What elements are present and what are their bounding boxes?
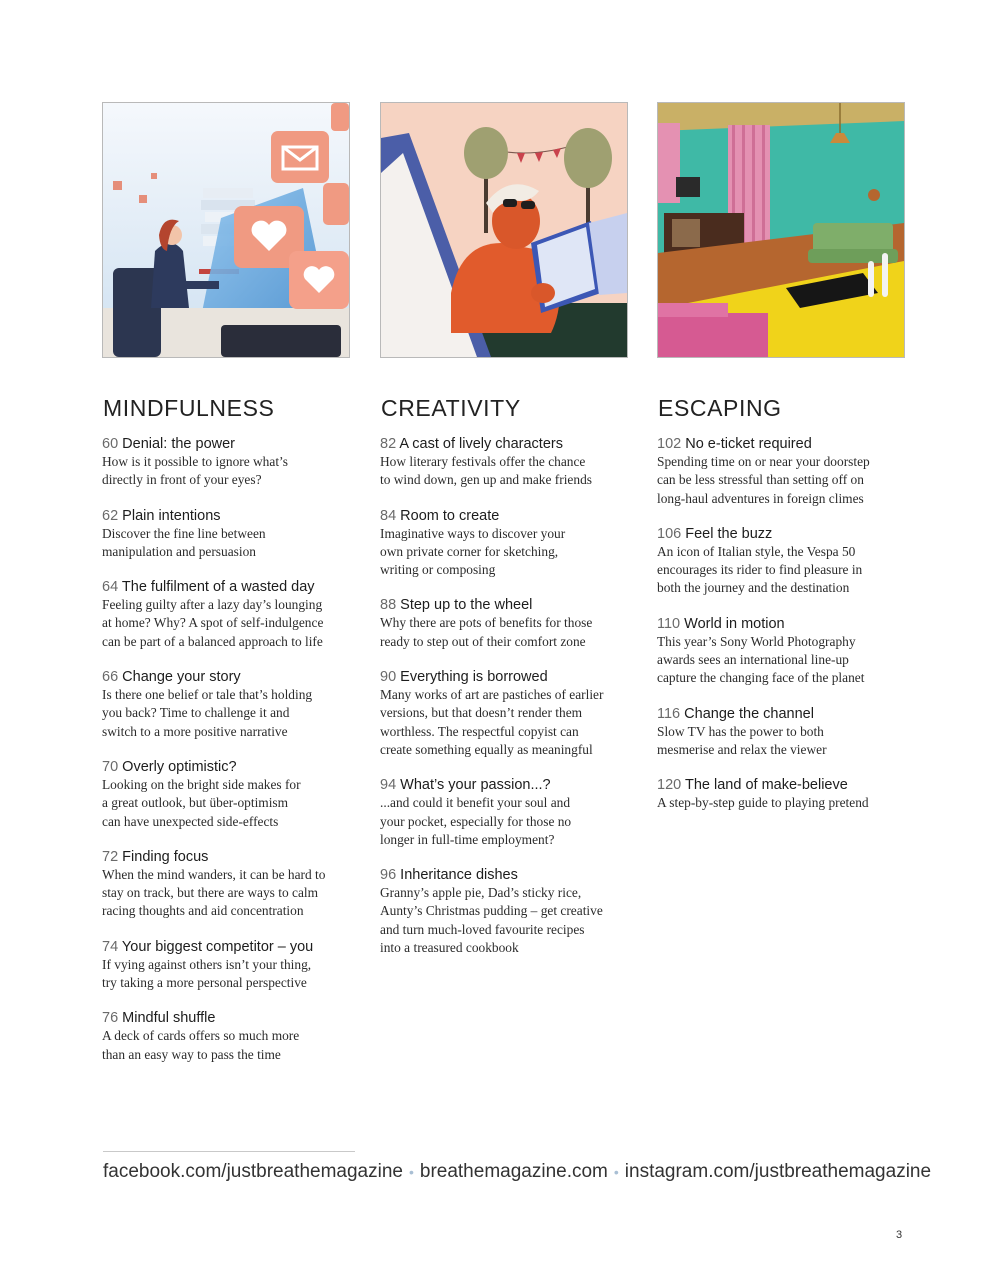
list-item	[102, 578, 350, 651]
entry-description: Discover the fine line between manipulation and persuasion	[102, 525, 266, 559]
page-number: 120	[657, 777, 682, 794]
entry-heading	[380, 596, 628, 614]
section-creativity	[380, 102, 628, 974]
list-item	[102, 507, 350, 562]
entry-title: Feel the buzz	[685, 525, 773, 542]
list-item	[657, 615, 905, 688]
entry-description: A deck of cards offers so much more than an easy way to pass the time	[102, 1028, 300, 1062]
entry-list	[657, 435, 905, 813]
list-item	[380, 596, 628, 651]
entry-heading	[380, 776, 628, 794]
page-number: 60	[102, 436, 119, 452]
entry-description: How is it possible to ignore what’s directly in front of your eyes?	[102, 454, 288, 488]
entry-description: Imaginative ways to discover your own private corner for sketching, writing or composing	[380, 525, 566, 578]
entry-title: Overly optimistic?	[122, 758, 237, 775]
page-number: 90	[380, 669, 397, 686]
entry-title: Denial: the power	[122, 436, 236, 452]
entry-description: Why there are pots of benefits for those ready to step out of their comfort zone	[380, 615, 593, 649]
section-title: MINDFULNESS	[103, 395, 275, 421]
footer-divider	[103, 1151, 355, 1152]
entry-list	[380, 435, 628, 957]
page-number: 70	[102, 758, 119, 775]
entry-description: How literary festivals offer the chance to wind down, gen up and make friends	[380, 454, 592, 488]
page-number: 62	[102, 507, 119, 524]
page-number: 72	[102, 848, 119, 865]
list-item	[102, 668, 350, 741]
entry-description: A step-by-step guide to playing pretend	[657, 795, 869, 811]
entry-list	[102, 435, 350, 1064]
entry-title: What’s your passion...?	[400, 777, 551, 794]
entry-description: Spending time on or near your doorstep can be less stressful than setting off on long-haul adventures in foreign climes	[657, 454, 870, 506]
entry-heading	[102, 938, 350, 956]
entry-title: World in motion	[684, 615, 785, 632]
entry-heading	[102, 578, 350, 596]
entry-title: Step up to the wheel	[400, 597, 533, 614]
list-item	[380, 435, 628, 490]
list-item	[657, 776, 905, 812]
entry-title: Room to create	[400, 507, 500, 524]
page-folio: 3	[896, 1229, 903, 1241]
list-item	[102, 435, 350, 490]
list-item	[657, 435, 905, 508]
entry-title: A cast of lively characters	[399, 436, 563, 452]
list-item	[657, 525, 905, 598]
page-number: 64	[102, 579, 119, 596]
footer-links	[103, 1160, 931, 1184]
entry-title: Plain intentions	[122, 507, 221, 524]
separator-dot: •	[408, 1164, 414, 1180]
page-number: 116	[657, 705, 681, 722]
entry-title: Inheritance dishes	[400, 867, 518, 884]
entry-heading	[102, 435, 350, 453]
entry-description: Looking on the bright side makes for a great outlook, but über-optimism can have unexpected side-effects	[102, 776, 301, 829]
entry-description: Is there one belief or tale that’s holding you back? Time to challenge it and switch to a more positive narrative	[102, 687, 313, 739]
section-mindfulness	[102, 102, 350, 1081]
entry-heading	[657, 615, 905, 633]
page-number: 110	[657, 615, 681, 632]
entry-title: Change the channel	[684, 705, 814, 722]
entry-heading	[380, 507, 628, 525]
entry-title: Everything is borrowed	[400, 669, 548, 686]
page-number: 66	[102, 669, 119, 686]
page-number: 82	[380, 436, 397, 452]
page-number: 96	[380, 867, 397, 884]
instagram-link[interactable]: instagram.com/justbreathemagazine	[624, 1161, 932, 1182]
mindfulness-illustration	[102, 102, 350, 358]
list-item	[657, 705, 905, 760]
entry-title: Mindful shuffle	[122, 1010, 216, 1027]
entry-heading	[102, 668, 350, 686]
entry-heading	[102, 758, 350, 776]
entry-heading	[380, 435, 628, 453]
facebook-link[interactable]: facebook.com/justbreathemagazine	[103, 1161, 403, 1182]
escaping-illustration	[657, 102, 905, 358]
section-title: ESCAPING	[658, 395, 782, 421]
entry-description: When the mind wanders, it can be hard to stay on track, but there are ways to calm racing thoughts and aid concentration	[102, 866, 326, 919]
entry-description: Feeling guilty after a lazy day’s lounging at home? Why? A spot of self-indulgence can be part of a balanced approach to life	[102, 597, 324, 649]
entry-title: Change your story	[122, 669, 241, 686]
page-number: 76	[102, 1010, 119, 1027]
separator-dot: •	[613, 1164, 619, 1180]
entry-title: The land of make-believe	[684, 777, 848, 794]
entry-title: Finding focus	[122, 848, 209, 865]
entry-heading	[657, 705, 905, 723]
page-number: 84	[380, 507, 397, 524]
entry-description: This year’s Sony World Photography awards sees an international line-up capture the changing face of the planet	[657, 633, 865, 686]
list-item	[102, 1009, 350, 1064]
page-number: 106	[657, 525, 682, 542]
list-item	[102, 848, 350, 921]
entry-description: Many works of art are pastiches of earlier versions, but that doesn’t render them worthless. The respectful copyist can create something equally as meaningful	[380, 687, 604, 757]
entry-heading	[380, 866, 628, 884]
page-number: 88	[380, 597, 397, 614]
website-link[interactable]: breathemagazine.com	[419, 1161, 608, 1182]
page-number: 102	[657, 436, 682, 452]
entry-heading	[102, 848, 350, 866]
entry-title: No e-ticket required	[685, 436, 812, 452]
section-title: CREATIVITY	[381, 395, 521, 421]
entry-heading	[102, 507, 350, 525]
entry-description: Slow TV has the power to both mesmerise and relax the viewer	[657, 723, 827, 757]
section-escaping	[657, 102, 905, 830]
entry-heading	[380, 668, 628, 686]
entry-heading	[657, 776, 905, 794]
entry-heading	[102, 1009, 350, 1027]
list-item	[102, 938, 350, 993]
list-item	[380, 507, 628, 580]
entry-description: ...and could it benefit your soul and your pocket, especially for those no longer in full-time employment?	[380, 795, 572, 847]
creativity-illustration	[380, 102, 628, 358]
entry-title: The fulfilment of a wasted day	[121, 579, 315, 596]
list-item	[102, 758, 350, 831]
entry-heading	[657, 435, 905, 453]
list-item	[380, 776, 628, 849]
list-item	[380, 668, 628, 759]
entry-description: An icon of Italian style, the Vespa 50 encourages its rider to find pleasure in both the journey and the destination	[657, 543, 863, 596]
page-number: 74	[102, 938, 119, 955]
entry-description: If vying against others isn’t your thing, try taking a more personal perspective	[102, 956, 312, 991]
entry-title: Your biggest competitor – you	[121, 938, 314, 955]
list-item	[380, 866, 628, 957]
entry-heading	[657, 525, 905, 543]
page-number: 94	[380, 777, 397, 794]
entry-description: Granny’s apple pie, Dad’s sticky rice, Aunty’s Christmas pudding – get creative and turn much-loved favourite recipes into a treasured cookbook	[380, 885, 603, 956]
